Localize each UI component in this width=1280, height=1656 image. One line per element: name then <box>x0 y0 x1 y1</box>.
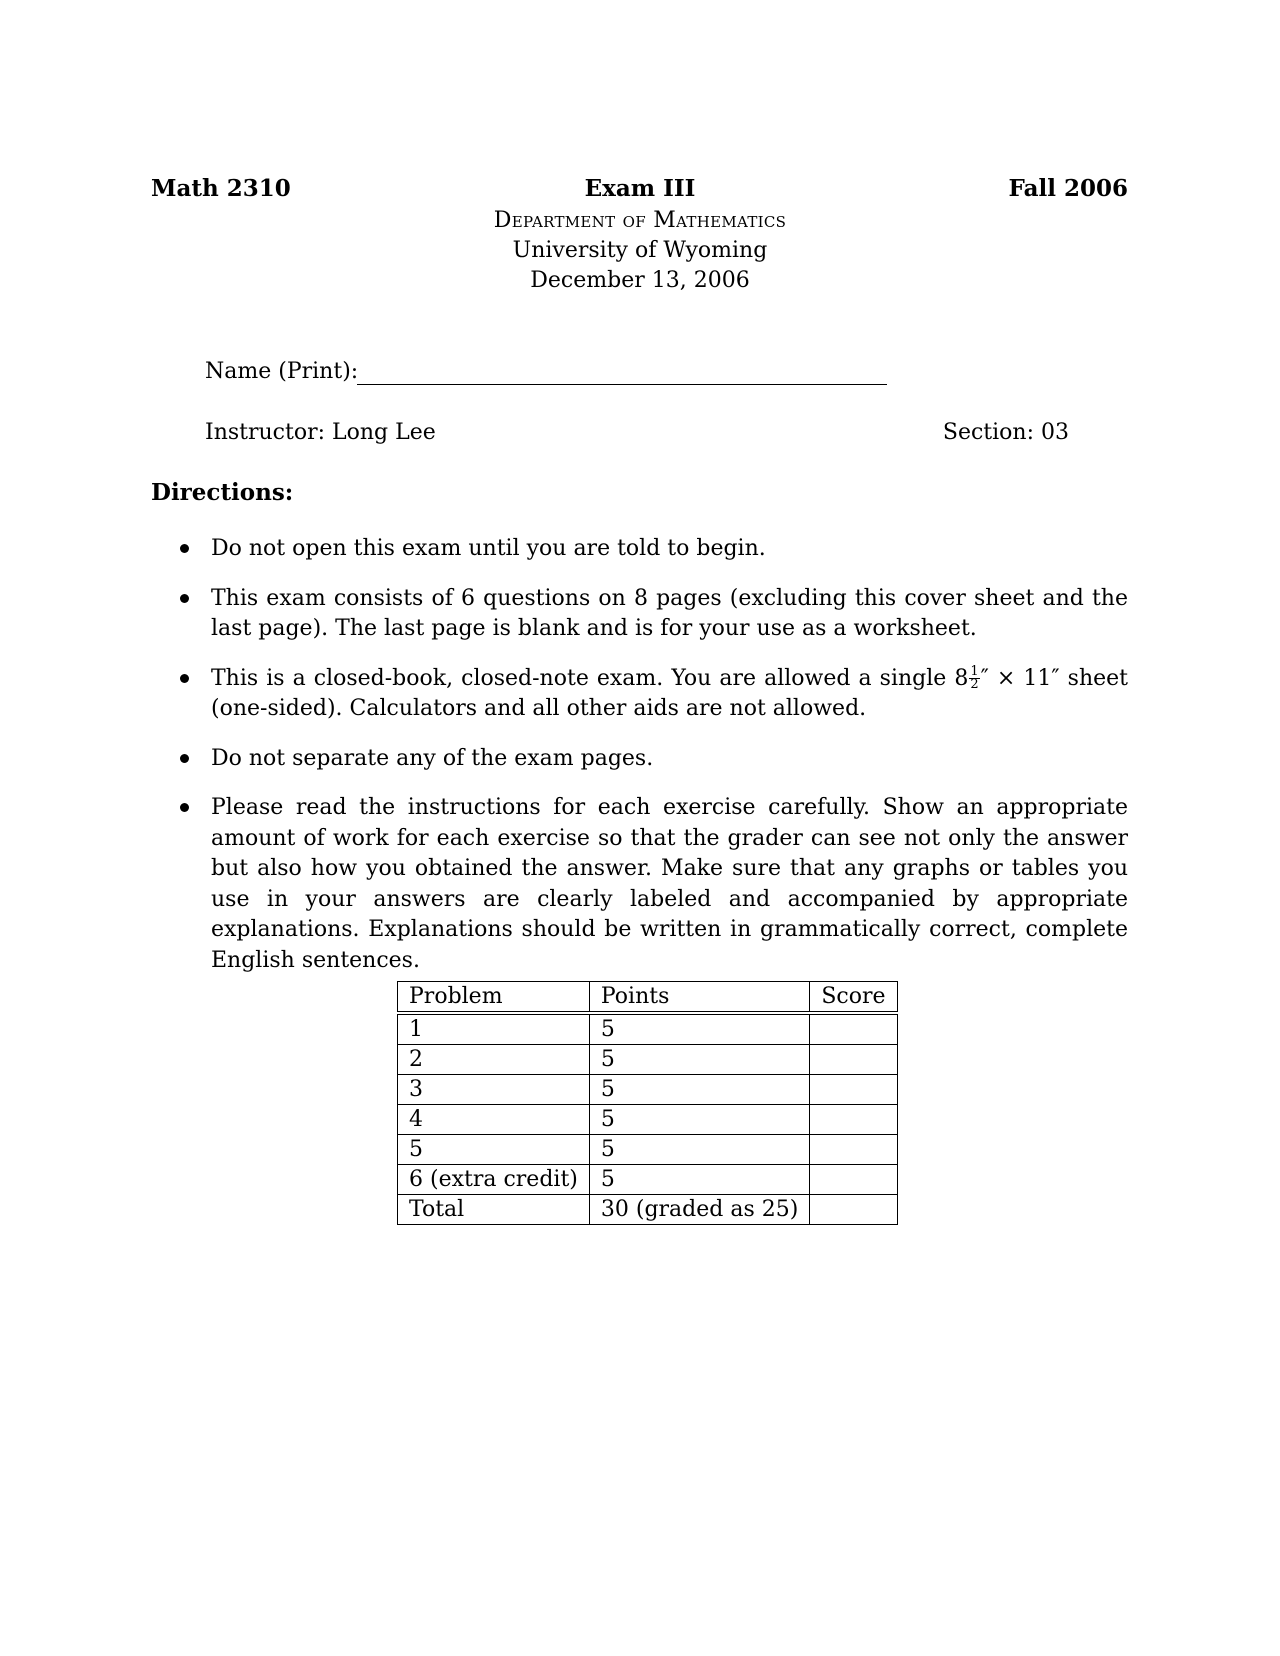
table-row <box>398 1013 898 1045</box>
course-number: Math 2310 <box>151 175 291 202</box>
problem-cell: Total <box>398 1195 590 1225</box>
score-cell[interactable] <box>810 1135 897 1165</box>
exam-title: Exam III <box>584 175 696 202</box>
table-row <box>398 1135 898 1165</box>
header-problem: Problem <box>398 982 590 1014</box>
score-cell[interactable] <box>810 1013 897 1045</box>
table-row <box>398 1105 898 1135</box>
table-row <box>398 1165 898 1195</box>
table-row-total <box>398 1195 898 1225</box>
list-item <box>180 664 1128 725</box>
score-cell[interactable] <box>810 1045 897 1075</box>
problem-cell: 4 <box>398 1105 590 1135</box>
bullet-icon <box>180 674 189 683</box>
list-item <box>180 534 1128 565</box>
direction-text: This exam consists of 6 questions on 8 pages (excluding this cover sheet and the last page). The last page is blank and is for your use as a worksheet. <box>211 585 1128 641</box>
bullet-icon <box>180 544 189 553</box>
bullet-icon <box>180 754 189 763</box>
list-item <box>180 744 1128 775</box>
direction-text: This is a closed-book, closed-note exam. You are allowed a single 8 <box>211 665 969 691</box>
bullet-icon <box>180 803 189 812</box>
name-label: Name (Print): <box>205 359 359 384</box>
points-cell: 5 <box>589 1075 809 1105</box>
score-cell[interactable] <box>810 1075 897 1105</box>
list-item <box>180 584 1128 645</box>
direction-text: ″ × 11″ sheet (one-sided). Calculators and all other aids are not allowed. <box>211 665 1128 721</box>
table-row <box>398 1045 898 1075</box>
university: University of Wyoming <box>512 238 768 263</box>
points-cell: 5 <box>589 1135 809 1165</box>
list-item <box>180 793 1128 976</box>
points-cell: 5 <box>589 1013 809 1045</box>
name-field[interactable] <box>357 384 887 385</box>
direction-text: Please read the instructions for each exercise carefully. Show an appropriate amount of work for each exercise so that the grader can see not only the answer but also how you obtained the answer. Make sure that any graphs or tables you use in your answers are clearly labeled and accompanied by appropriate explanations. Explanations should be written in grammatically correct, complete English sentences. <box>211 795 1128 973</box>
instructor: Instructor: Long Lee <box>205 420 436 445</box>
score-cell[interactable] <box>810 1165 897 1195</box>
score-cell[interactable] <box>810 1195 897 1225</box>
section: Section: 03 <box>942 420 1069 445</box>
header-score: Score <box>810 982 897 1014</box>
score-table <box>397 981 898 1225</box>
table-row <box>398 1075 898 1105</box>
problem-cell: 5 <box>398 1135 590 1165</box>
problem-cell: 3 <box>398 1075 590 1105</box>
problem-cell: 6 (extra credit) <box>398 1165 590 1195</box>
problem-cell: 2 <box>398 1045 590 1075</box>
department: Department of Mathematics <box>493 208 787 233</box>
directions-list <box>180 534 1128 995</box>
header-points: Points <box>589 982 809 1014</box>
direction-text: Do not separate any of the exam pages. <box>211 745 654 771</box>
points-cell: 5 <box>589 1045 809 1075</box>
direction-text: Do not open this exam until you are told to begin. <box>211 536 766 561</box>
points-cell: 30 (graded as 25) <box>589 1195 809 1225</box>
bullet-icon <box>180 594 189 603</box>
fraction <box>969 666 979 691</box>
problem-cell: 1 <box>398 1013 590 1045</box>
fraction-numerator: 1 <box>970 664 979 679</box>
score-cell[interactable] <box>810 1105 897 1135</box>
directions-title: Directions: <box>151 479 294 506</box>
fraction-denominator: 2 <box>970 677 979 692</box>
points-cell: 5 <box>589 1105 809 1135</box>
points-cell: 5 <box>589 1165 809 1195</box>
term: Fall 2006 <box>1008 175 1128 202</box>
exam-date: December 13, 2006 <box>530 268 750 293</box>
table-header-row <box>398 982 898 1014</box>
